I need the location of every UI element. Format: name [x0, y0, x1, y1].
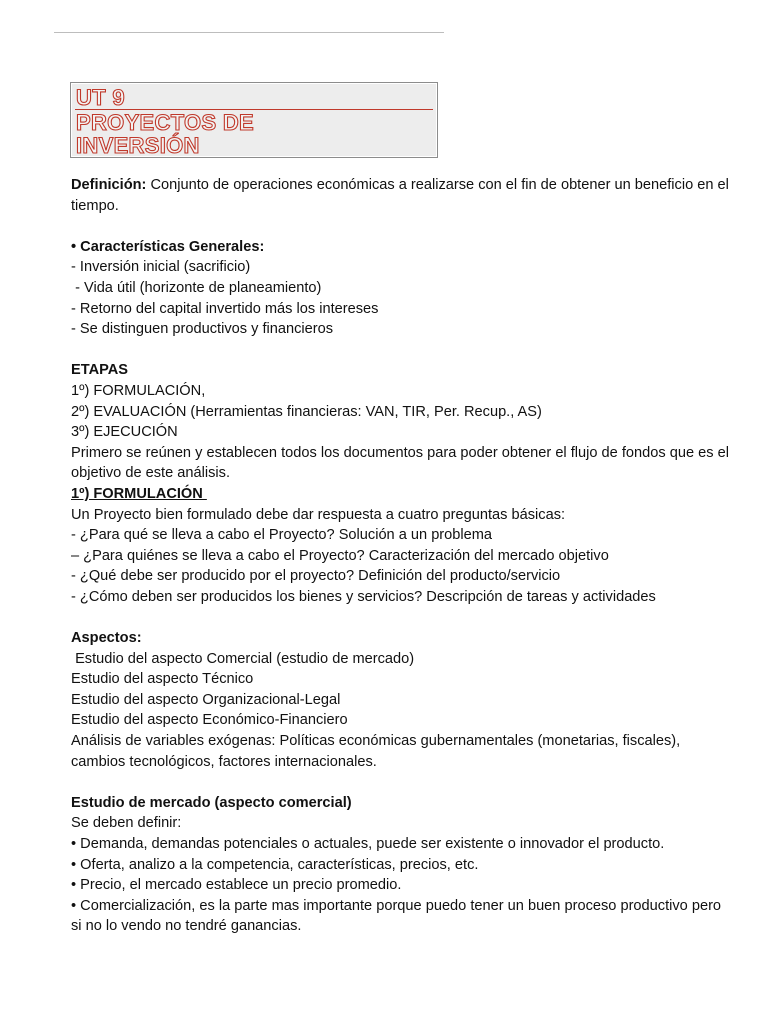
formulation-intro: Un Proyecto bien formulado debe dar respuesta a cuatro preguntas básicas: — [71, 506, 566, 523]
definition-paragraph — [71, 175, 731, 216]
stage-item: 2º) EVALUACIÓN (Herramientas financieras: VAN, TIR, Per. Recup., AS) — [71, 403, 542, 420]
header-rule — [54, 32, 444, 33]
stages-heading: ETAPAS — [71, 362, 129, 379]
document-body — [71, 175, 734, 937]
characteristic-item: - Vida útil (horizonte de planeamiento) — [71, 279, 322, 296]
aspect-item: Estudio del aspecto Técnico — [71, 671, 254, 688]
stage-item: 3º) EJECUCIÓN — [71, 424, 178, 441]
characteristic-item: - Se distinguen productivos y financieros — [71, 321, 334, 338]
title-line-unit: UT 9 — [76, 85, 125, 110]
market-study-item: • Demanda, demandas potenciales o actuales, puede ser existente o innovador el producto. — [71, 836, 665, 852]
formulation-heading: 1º) FORMULACIÓN — [71, 485, 207, 502]
characteristics-heading: • Características Generales: — [71, 238, 265, 255]
formulation-question: - ¿Para qué se lleva a cabo el Proyecto? Solución a un problema — [71, 527, 493, 544]
aspect-item: Estudio del aspecto Organizacional-Legal — [71, 691, 341, 708]
title-line-inversion: INVERSIÓN — [76, 133, 200, 158]
stage-item: 1º) FORMULACIÓN, — [71, 382, 206, 399]
aspects-heading: Aspectos: — [71, 630, 142, 647]
market-study-item: • Comercialización, es la parte mas importante porque puedo tener un buen proceso productivo pero si no lo vendo no tendré ganancias. — [71, 897, 726, 935]
title-line-proyectos: PROYECTOS DE — [76, 110, 255, 135]
characteristic-item: - Retorno del capital invertido más los intereses — [71, 300, 379, 317]
title-banner — [70, 82, 438, 158]
aspect-item: Estudio del aspecto Económico-Financiero — [71, 712, 348, 729]
aspect-item: Análisis de variables exógenas: Políticas económicas gubernamentales (monetarias, fiscales), cambios tecnológicos, factores internacionales. — [71, 733, 685, 770]
aspect-item: Estudio del aspecto Comercial (estudio de mercado) — [71, 650, 415, 667]
stages-paragraph: Primero se reúnen y establecen todos los documentos para poder obtener el flujo de fondos que es el objetivo de este análisis. — [71, 444, 734, 482]
market-study-item: • Oferta, analizo a la competencia, características, precios, etc. — [71, 856, 479, 873]
formulation-question: - ¿Qué debe ser producido por el proyecto? Definición del producto/servicio — [71, 568, 561, 585]
definition-label: Definición: — [71, 177, 147, 193]
formulation-question: - ¿Cómo deben ser producidos los bienes y servicios? Descripción de tareas y actividades — [71, 588, 656, 605]
market-study-intro: Se deben definir: — [71, 815, 182, 832]
market-study-heading: Estudio de mercado (aspecto comercial) — [71, 794, 352, 811]
formulation-question: – ¿Para quiénes se lleva a cabo el Proyecto? Caracterización del mercado objetivo — [71, 547, 609, 564]
characteristic-item: - Inversión inicial (sacrificio) — [71, 259, 251, 276]
definition-text: Conjunto de operaciones económicas a realizarse con el fin de obtener un beneficio en el tiempo. — [71, 177, 733, 214]
market-study-item: • Precio, el mercado establece un precio promedio. — [71, 877, 402, 894]
